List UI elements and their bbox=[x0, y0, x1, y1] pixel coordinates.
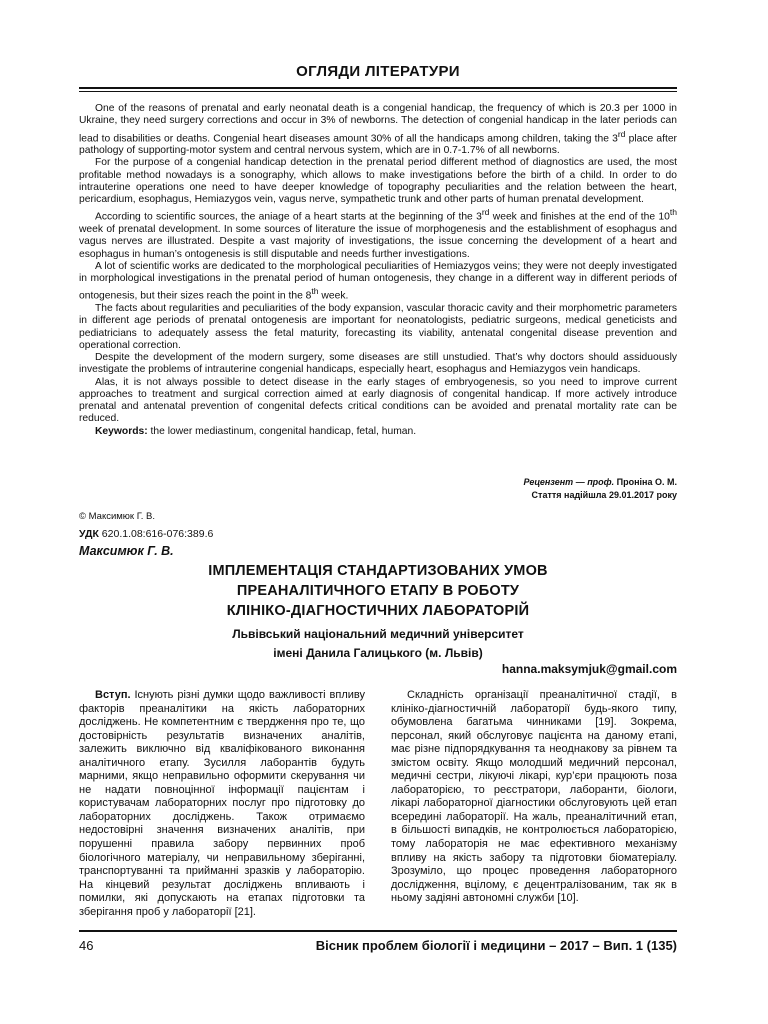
body-column-right bbox=[391, 689, 677, 906]
copyright: © Максимюк Г. В. bbox=[79, 511, 155, 522]
author: Максимюк Г. В. bbox=[79, 544, 174, 558]
author-email: hanna.maksymjuk@gmail.com bbox=[501, 662, 677, 676]
abstract-paragraph-2: For the purpose of a congenial handicap detection in the prenatal period different method of diagnostics are used, the most profitable method nowadays is a sonography, which allows to make investigations before the birth of a child. In order to do intrauterine operations one need to have deeper knowledge of topography peculiarities and the relation between the heart, pericardium, esophagus, Hemiazygos vein, vagus nerve, sympathetic trunk and other parts of human prenatal development. bbox=[79, 157, 677, 206]
title-line: ПРЕАНАЛІТИЧНОГО ЕТАПУ В РОБОТУ bbox=[236, 583, 520, 599]
body-paragraph: Складність організації преаналітичної стадії, в клініко-діагностичній лабораторії будь-якого типу, обумовлена багатьма чинниками [19]. Зокрема, персонал, який обслуговує пацієнта на даному етапі, має різне підпорядкування та неоднакову за рівнем та змістом освіту. Якщо молодший медичний персонал, медичні сестри, лікуючі лікарі, кур’єри працюють поза лабораторією, то реєстратори, лаборанти, біологи, лікарі лабораторної діагностики обслуговують цей етап всередині лабораторії. На жаль, преаналітичний етап, в більшості випадків, не контролюється лабораторією, тому лабораторія не має ефективного механізму впливу на якість забору та підготовки біоматеріалу. Зрозуміло, що процес проведення лабораторного дослідження, вцілому, є децентралізованим, так як в ньому задіяні автономні служби [10]. bbox=[391, 689, 677, 905]
abstract-paragraph-5: The facts about regularities and peculiarities of the body expansion, vascular thoracic cavity and their morphometric parameters in different age periods of prenatal ontogenesis are important for neonatologists, pediatric surgeons, medical geneticists and pediatricians to adequately assess the fetal maturity, forecasting its viability, antenatal congenital disease prevention and operational correction. bbox=[79, 303, 677, 351]
abstract-paragraph-1: One of the reasons of prenatal and early neonatal death is a congenial handicap, the frequency of which is 20.3 per 1000 in Ukraine, they need surgery corrections and occur in 3% of newborns. The detection of congenial handicap in the later periods can lead to disabilities or deaths. Congenial heart diseases amount 30% of all the handicaps among children, taking the 3rd place after pathology of supporting-motor system and central nervous system, which are in 0.7-1.7% of all newborns. bbox=[79, 103, 677, 157]
body-column-left bbox=[79, 689, 365, 919]
affiliation-line: імені Данила Галицького (м. Львів) bbox=[273, 646, 483, 660]
page-number: 46 bbox=[79, 938, 94, 953]
received-date: Стаття надійшла 29.01.2017 року bbox=[531, 490, 677, 500]
intro-paragraph: Вступ. Існують різні думки щодо важливості впливу факторів преаналітики на якість лабораторних досліджень. Не компетентним є твердження про те, що достовірність результатів визначених аналітів, залежить виключно від кваліфікованого виконання аналітичного етапу. Зусилля лаборантів будуть марними, якщо неправильно оформити скерування чи не надати повноцінної інформації пацієнтам і користувачам лабораторних послуг про підготовку до лабораторних досліджень. Також отримаємо недостовірні значення визначених аналітів, при порушенні правила забору первинних проб біологічного матеріалу, чи неправильному зберіганні, транспортуванні та прийманні зразків у лабораторію. На кінцевий результат досліджень впливають і помилки, які допускають на етапах підготовки та зберігання проб у лабораторії [21]. bbox=[79, 689, 365, 918]
keywords: Keywords: the lower mediastinum, congenital handicap, fetal, human. bbox=[95, 425, 417, 437]
udk-code: УДК 620.1.08:616-076:389.6 bbox=[79, 528, 214, 540]
abstract-paragraph-6: Despite the development of the modern surgery, some diseases are still unstudied. That’s why doctors should assiduously investigate the problems of intrauterine congenial handicaps, especially heart, esophagus and Hemiazygos vein handicaps. bbox=[79, 352, 677, 376]
abstract-paragraph-7: Alas, it is not always possible to detect disease in the early stages of embryogenesis, so you need to improve current approaches to treatment and surgical correction aimed at early diagnosis of congenital handicap. If more actively introduce prenatal and antenatal prevention of congenital defects critical conditions can be avoided and prenatal mortality rate can be reduced. bbox=[79, 376, 677, 425]
header-rule bbox=[79, 87, 677, 89]
reviewer-note bbox=[523, 476, 677, 502]
abstract-paragraph-3: According to scientific sources, the aniage of a heart starts at the beginning of the 3rd week and finishes at the end of the 10th week of prenatal development. In some sources of literature the issue of morphogenesis and the establishment of esophagus and vagus nerves are illustrated. Despite a vast majority of investigations, the issue concerning the development of a heart and esophagus in human’s ontogenesis is still disputable and needs further investigations. bbox=[79, 207, 677, 260]
english-abstract bbox=[79, 103, 677, 438]
abstract-paragraph-4: A lot of scientific works are dedicated to the morphological peculiarities of Hemiazygos veins; they were not deeply investigated in morphological investigations in the prenatal period of human ontogenesis, they change in a different way in different periods of ontogenesis, but their sizes reach the point in the 8th week. bbox=[79, 260, 677, 302]
footer-rule bbox=[79, 930, 677, 932]
title-line: ІМПЛЕМЕНТАЦІЯ СТАНДАРТИЗОВАНИХ УМОВ bbox=[208, 563, 548, 579]
title-line: КЛІНІКО-ДІАГНОСТИЧНИХ ЛАБОРАТОРІЙ bbox=[226, 603, 530, 619]
header-rule-thin bbox=[79, 91, 677, 92]
reviewer-line: Рецензент — проф. Проніна О. М. bbox=[523, 477, 677, 487]
journal-footer: Вісник проблем біології і медицини – 2017 – Вип. 1 (135) bbox=[315, 938, 677, 953]
article-title bbox=[79, 561, 677, 621]
section-header: ОГЛЯДИ ЛІТЕРАТУРИ bbox=[296, 63, 460, 80]
affiliation-line: Львівський національний медичний університет bbox=[232, 627, 524, 641]
affiliation bbox=[79, 625, 677, 663]
